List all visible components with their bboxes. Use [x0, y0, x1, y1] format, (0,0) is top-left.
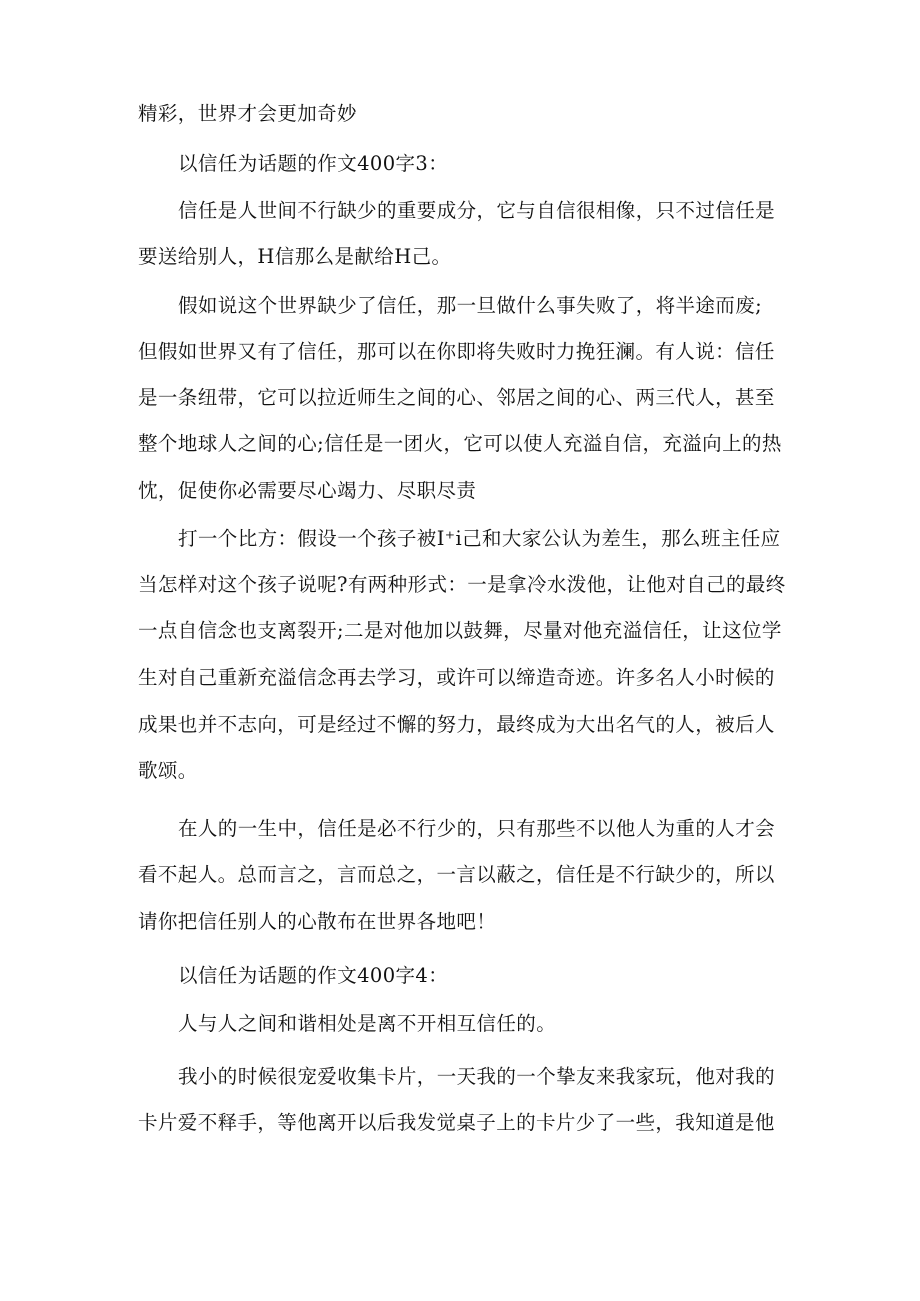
- text-line-6: 但假如世界又有了信任，那可以在你即将失败时力挽狂澜。有人说：信任: [138, 340, 775, 363]
- text-line-8: 整个地球人之间的心;信任是一团火，它可以使人充溢自信，充溢向上的热: [138, 432, 782, 455]
- text-line-22: 卡片爱不释手，等他离开以后我发觉桌子上的卡片少了一些，我知道是他: [138, 1111, 775, 1134]
- text-line-13: 生对自己重新充溢信念再去学习，或许可以缔造奇迹。许多名人小时候的: [138, 666, 775, 689]
- text-line-7: 是一条纽带，它可以拉近师生之间的心、邻居之间的心、两三代人，甚至: [138, 386, 775, 409]
- text-line-1: 精彩，世界才会更加奇妙: [138, 102, 357, 125]
- section-heading-4: 以信任为话题的作文400字4：: [178, 964, 449, 987]
- text-line-20: 人与人之间和谐相处是离不开相互信任的。: [178, 1012, 557, 1035]
- text-line-21: 我小的时候很宠爱收集卡片，一天我的一个挚友来我家玩，他对我的: [178, 1065, 776, 1088]
- text-line-5: 假如说这个世界缺少了信任，那一旦做什么事失败了，将半途而废;: [178, 294, 763, 317]
- text-line-9: 忱，促使你必需要尽心竭力、尽职尽责: [138, 479, 477, 502]
- text-line-14: 成果也并不志向，可是经过不懈的努力，最终成为大出名气的人，被后人: [138, 713, 775, 736]
- text-line-3: 信任是人世间不行缺少的重要成分，它与自信很相像，只不过信任是: [178, 199, 776, 222]
- text-line-4: 要送给别人，H信那么是献给H己。: [138, 245, 452, 268]
- text-line-18: 请你把信任别人的心散布在世界各地吧！: [138, 910, 497, 933]
- text-line-12: 一点自信念也支离裂开;二是对他加以鼓舞，尽量对他充溢信任，让这位学: [138, 619, 782, 642]
- text-line-15: 歌颂。: [138, 759, 198, 782]
- text-line-10: 打一个比方：假设一个孩子被I⁺i己和大家公认为差生，那么班主任应: [178, 527, 781, 550]
- text-line-16: 在人的一生中，信任是必不行少的，只有那些不以他人为重的人才会: [178, 817, 776, 840]
- text-line-17: 看不起人。总而言之，言而总之，一言以蔽之，信任是不行缺少的，所以: [138, 863, 775, 886]
- section-heading-3: 以信任为话题的作文400字3：: [178, 152, 449, 175]
- text-line-11: 当怎样对这个孩子说呢?有两种形式：一是拿冷水泼他，让他对自己的最终: [138, 573, 786, 596]
